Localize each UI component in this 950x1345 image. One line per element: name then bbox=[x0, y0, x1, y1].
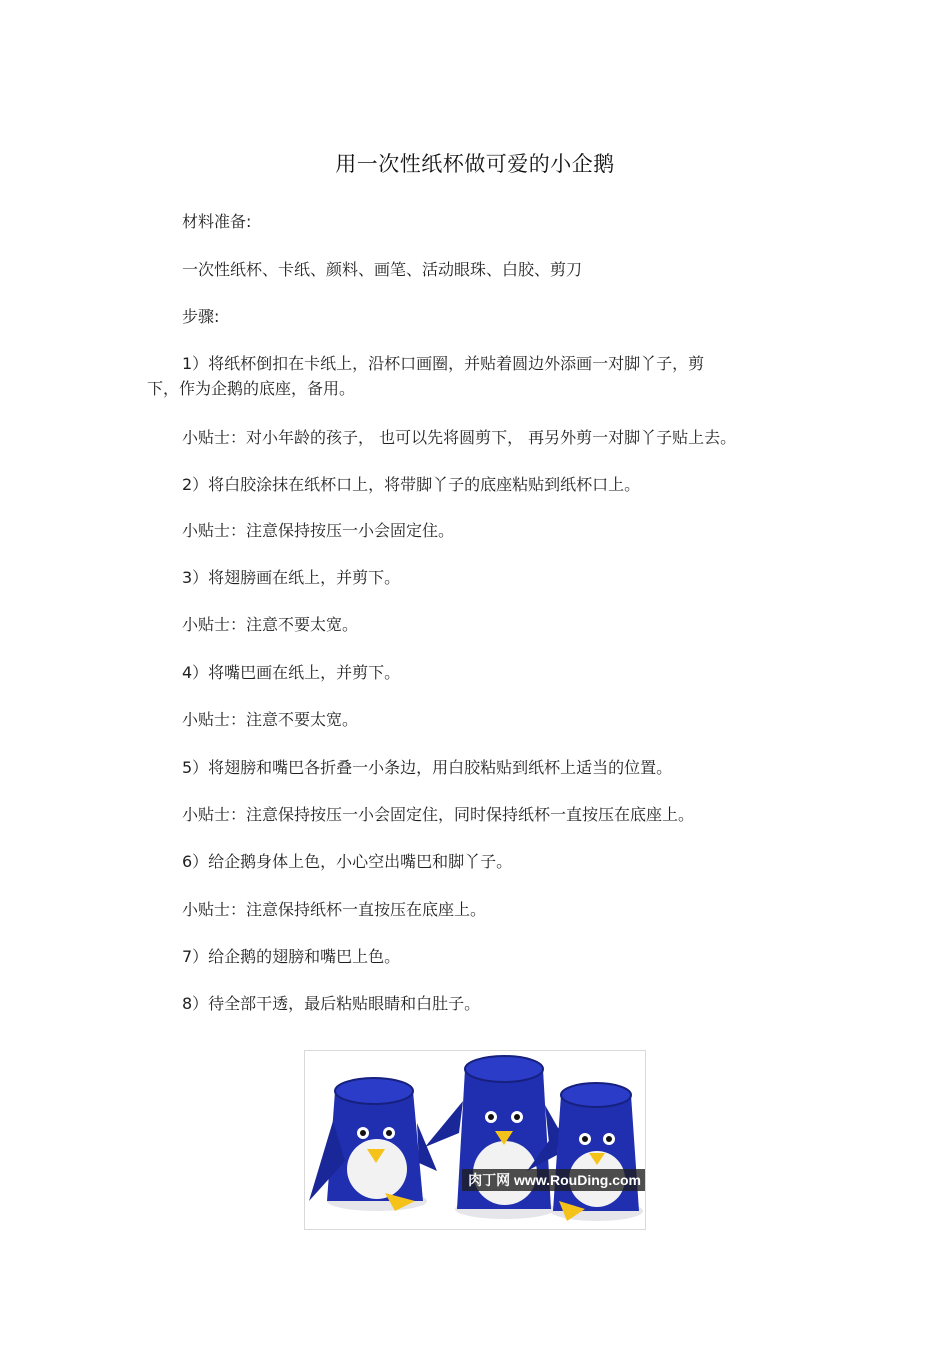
tip-4: 小贴士：注意不要太宽。 bbox=[182, 710, 359, 729]
step-1-line-1: 1）将纸杯倒扣在卡纸上，沿杯口画圈，并贴着圆边外添画一对脚丫子，剪 bbox=[182, 354, 705, 373]
tip-2: 小贴士：注意保持按压一小会固定住。 bbox=[182, 521, 455, 540]
step-8: 8）待全部干透，最后粘贴眼睛和白肚子。 bbox=[182, 994, 481, 1013]
step-1-line-2: 下，作为企鹅的底座，备用。 bbox=[147, 379, 356, 398]
penguin-photo bbox=[304, 1050, 646, 1230]
tip-1: 小贴士：对小年龄的孩子， 也可以先将圆剪下， 再另外剪一对脚丫子贴上去。 bbox=[182, 428, 737, 447]
step-6: 6）给企鹅身体上色，小心空出嘴巴和脚丫子。 bbox=[182, 852, 513, 871]
materials-list: 一次性纸杯、卡纸、颜料、画笔、活动眼珠、白胶、剪刀 bbox=[182, 260, 583, 279]
photo-watermark: 肉丁网 www.RouDing.com bbox=[462, 1169, 645, 1191]
tip-6: 小贴士：注意保持纸杯一直按压在底座上。 bbox=[182, 900, 487, 919]
document-title: 用一次性纸杯做可爱的小企鹅 bbox=[335, 152, 615, 176]
penguin-illustration bbox=[305, 1051, 645, 1229]
steps-heading: 步骤: bbox=[182, 307, 220, 326]
step-3: 3）将翅膀画在纸上，并剪下。 bbox=[182, 568, 401, 587]
tip-5: 小贴士：注意保持按压一小会固定住，同时保持纸杯一直按压在底座上。 bbox=[182, 805, 695, 824]
step-7: 7）给企鹅的翅膀和嘴巴上色。 bbox=[182, 947, 401, 966]
step-2: 2）将白胶涂抹在纸杯口上，将带脚丫子的底座粘贴到纸杯口上。 bbox=[182, 475, 641, 494]
tip-3: 小贴士：注意不要太宽。 bbox=[182, 615, 359, 634]
step-5: 5）将翅膀和嘴巴各折叠一小条边，用白胶粘贴到纸杯上适当的位置。 bbox=[182, 758, 673, 777]
step-4: 4）将嘴巴画在纸上，并剪下。 bbox=[182, 663, 401, 682]
materials-heading: 材料准备: bbox=[182, 212, 252, 231]
